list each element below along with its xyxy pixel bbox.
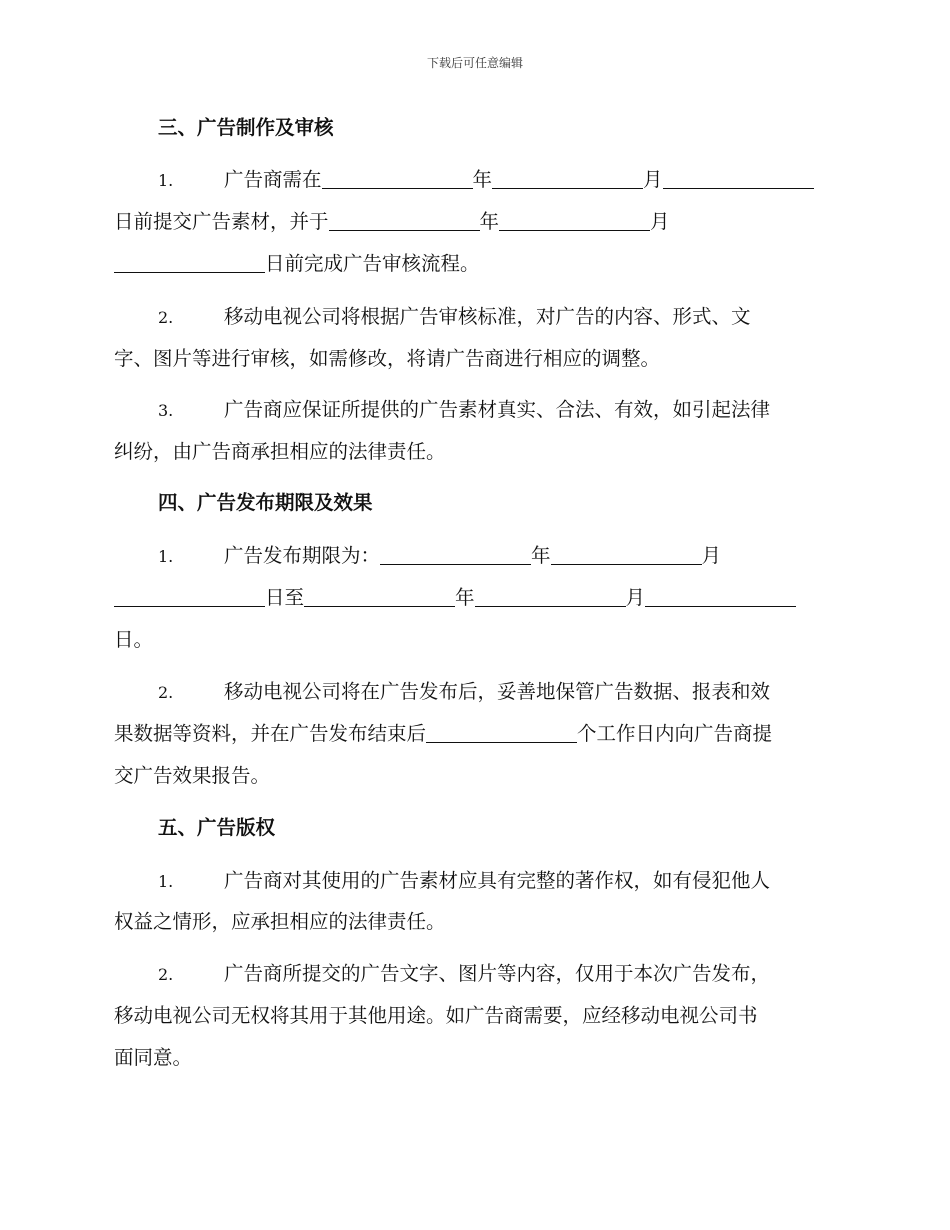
fill-in-blank[interactable] [304,586,455,607]
fill-in-blank[interactable] [492,168,643,189]
fill-in-blank[interactable] [380,544,531,565]
text: 日至 [265,586,305,609]
text: 月 [643,168,663,191]
section-5-title: 五、广告版权 [158,816,276,839]
fill-in-blank[interactable] [663,168,814,189]
text: 广告发布期限为： [224,544,381,567]
s4-item2-line1 [158,679,770,706]
item-number: 3. [158,401,174,420]
s5-item1-line2: 权益之情形，应承担相应的法律责任。 [114,910,446,933]
fill-in-blank[interactable] [645,586,796,607]
text: 广告商应保证所提供的广告素材真实、合法、有效，如引起法律 [224,398,771,421]
s5-item1-line1 [158,868,770,895]
fill-in-blank[interactable] [551,544,702,565]
fill-in-blank[interactable] [499,210,650,231]
s3-item1-line3 [114,251,480,277]
page-header: 下载后可任意编辑 [426,56,523,70]
fill-in-blank[interactable] [329,210,480,231]
item-number: 2. [158,308,174,327]
text: 年 [472,168,493,191]
s4-item1-line1 [158,543,721,570]
item-number: 1. [158,872,174,891]
text: 月 [701,544,722,567]
text: 月 [625,586,646,609]
s4-item1-line3: 日。 [114,628,154,651]
section-3-title: 三、广告制作及审核 [158,116,334,139]
fill-in-blank[interactable] [322,168,473,189]
text: 广告商需在 [224,168,322,191]
fill-in-blank[interactable] [114,252,265,273]
item-number: 1. [158,547,174,566]
section-4-title: 四、广告发布期限及效果 [158,491,373,514]
text: 广告商对其使用的广告素材应具有完整的著作权，如有侵犯他人 [224,869,771,892]
text: 个工作日内向广告商提 [577,722,773,745]
s3-item1-line1 [158,167,814,194]
s5-item2-line3: 面同意。 [114,1046,193,1069]
text: 年 [479,210,500,233]
text: 年 [455,586,475,609]
text: 果数据等资料，并在广告发布结束后 [114,722,427,745]
s5-item2-line1 [158,961,770,988]
s3-item2-line2: 字、图片等进行审核，如需修改，将请广告商进行相应的调整。 [114,347,661,370]
text: 广告商所提交的广告文字、图片等内容，仅用于本次广告发布， [224,962,771,985]
s4-item1-line2 [114,585,796,611]
s5-item2-line2: 移动电视公司无权将其用于其他用途。如广告商需要，应经移动电视公司书 [114,1004,758,1027]
text: 月 [650,210,670,233]
text: 日前提交广告素材，并于 [114,210,329,233]
s3-item1-line2 [114,209,670,235]
text: 移动电视公司将在广告发布后，妥善地保管广告数据、报表和效 [224,680,771,703]
item-number: 2. [158,965,174,984]
fill-in-blank[interactable] [426,722,577,743]
s3-item2-line1 [158,304,751,331]
s4-item2-line2 [114,721,772,747]
s4-item2-line3: 交广告效果报告。 [114,764,271,787]
s3-item3-line1 [158,397,770,424]
item-number: 1. [158,171,174,190]
item-number: 2. [158,683,174,702]
fill-in-blank[interactable] [475,586,626,607]
text: 日前完成广告审核流程。 [265,252,480,275]
s3-item3-line2: 纠纷，由广告商承担相应的法律责任。 [114,440,446,463]
text: 移动电视公司将根据广告审核标准，对广告的内容、形式、文 [224,305,751,328]
fill-in-blank[interactable] [114,586,265,607]
text: 年 [531,544,551,567]
